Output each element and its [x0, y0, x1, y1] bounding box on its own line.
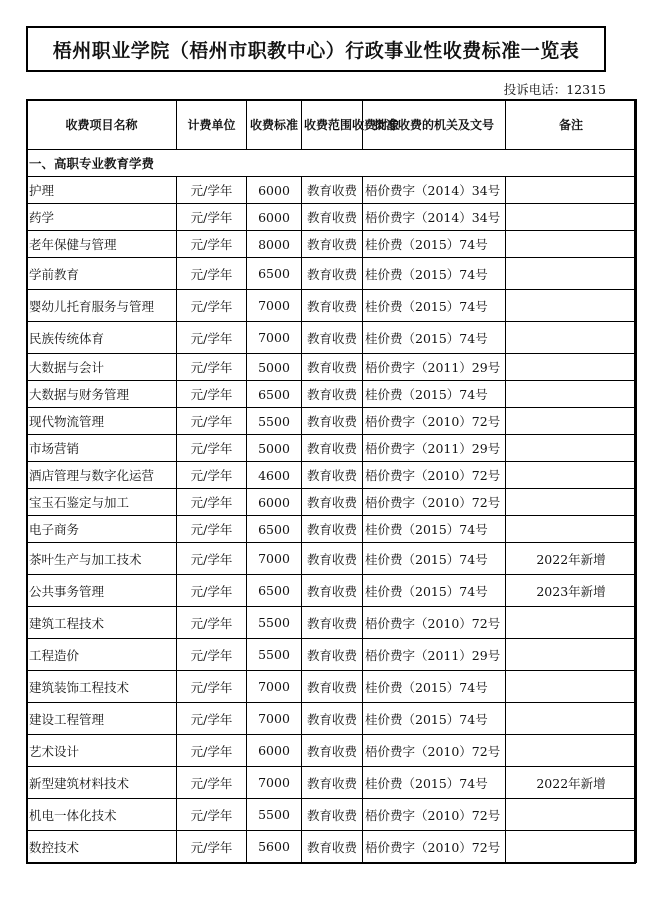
item-scope: 教育收费	[302, 639, 363, 671]
item-unit: 元/学年	[177, 354, 247, 381]
item-note	[506, 381, 637, 408]
item-name: 市场营销	[27, 435, 177, 462]
item-note	[506, 322, 637, 354]
item-unit: 元/学年	[177, 381, 247, 408]
item-scope: 教育收费	[302, 258, 363, 290]
item-doc: 桂价费（2015）74号	[363, 290, 506, 322]
item-note	[506, 258, 637, 290]
item-doc: 梧价费字（2010）72号	[363, 735, 506, 767]
section-label: 一、高职专业教育学费	[27, 150, 637, 177]
item-unit: 元/学年	[177, 408, 247, 435]
item-fee: 5500	[247, 607, 302, 639]
table-row	[27, 703, 637, 735]
item-unit: 元/学年	[177, 543, 247, 575]
item-name: 大数据与财务管理	[27, 381, 177, 408]
table-row	[27, 258, 637, 290]
item-note	[506, 462, 637, 489]
item-scope: 教育收费	[302, 607, 363, 639]
item-fee: 5000	[247, 354, 302, 381]
table-border-left	[26, 99, 28, 864]
item-scope: 教育收费	[302, 462, 363, 489]
item-fee: 7000	[247, 322, 302, 354]
item-fee: 6000	[247, 177, 302, 204]
item-unit: 元/学年	[177, 258, 247, 290]
table-row	[27, 177, 637, 204]
item-fee: 7000	[247, 767, 302, 799]
table-row	[27, 767, 637, 799]
header-item: 收费项目名称	[27, 100, 177, 150]
item-doc: 梧价费字（2014）34号	[363, 204, 506, 231]
item-unit: 元/学年	[177, 516, 247, 543]
table-row	[27, 735, 637, 767]
item-name: 茶叶生产与加工技术	[27, 543, 177, 575]
item-scope: 教育收费	[302, 489, 363, 516]
item-unit: 元/学年	[177, 462, 247, 489]
item-doc: 梧价费字（2014）34号	[363, 177, 506, 204]
item-scope: 教育收费	[302, 204, 363, 231]
item-scope: 教育收费	[302, 671, 363, 703]
header-doc: 批准收费的机关及文号	[363, 100, 506, 150]
item-note: 2023年新增	[506, 575, 637, 607]
item-name: 新型建筑材料技术	[27, 767, 177, 799]
item-name: 数控技术	[27, 831, 177, 863]
item-doc: 桂价费（2015）74号	[363, 575, 506, 607]
item-fee: 5500	[247, 639, 302, 671]
header-unit: 计费单位	[177, 100, 247, 150]
table-row	[27, 408, 637, 435]
table-row	[27, 354, 637, 381]
item-scope: 教育收费	[302, 435, 363, 462]
table-border-right	[634, 99, 636, 864]
table-row	[27, 462, 637, 489]
item-scope: 教育收费	[302, 516, 363, 543]
item-doc: 桂价费（2015）74号	[363, 767, 506, 799]
table-row	[27, 489, 637, 516]
item-note	[506, 799, 637, 831]
item-fee: 6500	[247, 575, 302, 607]
item-note	[506, 735, 637, 767]
item-note	[506, 516, 637, 543]
table-row	[27, 799, 637, 831]
item-name: 公共事务管理	[27, 575, 177, 607]
item-name: 药学	[27, 204, 177, 231]
item-unit: 元/学年	[177, 831, 247, 863]
item-fee: 7000	[247, 290, 302, 322]
table-border-bottom	[26, 862, 636, 864]
item-doc: 梧价费字（2010）72号	[363, 799, 506, 831]
table-row	[27, 381, 637, 408]
item-doc: 梧价费字（2010）72号	[363, 607, 506, 639]
item-fee: 5500	[247, 799, 302, 831]
item-unit: 元/学年	[177, 290, 247, 322]
item-note	[506, 231, 637, 258]
item-name: 现代物流管理	[27, 408, 177, 435]
item-name: 机电一体化技术	[27, 799, 177, 831]
item-unit: 元/学年	[177, 322, 247, 354]
item-scope: 教育收费	[302, 799, 363, 831]
table-row	[27, 322, 637, 354]
item-doc: 梧价费字（2011）29号	[363, 435, 506, 462]
item-fee: 6500	[247, 258, 302, 290]
item-fee: 5000	[247, 435, 302, 462]
header-scope: 收费范围收费对象	[302, 100, 363, 150]
item-name: 电子商务	[27, 516, 177, 543]
table-row	[27, 607, 637, 639]
item-scope: 教育收费	[302, 177, 363, 204]
item-name: 建筑装饰工程技术	[27, 671, 177, 703]
item-fee: 6000	[247, 735, 302, 767]
item-unit: 元/学年	[177, 435, 247, 462]
item-doc: 桂价费（2015）74号	[363, 322, 506, 354]
table-header-row	[27, 100, 637, 150]
item-name: 民族传统体育	[27, 322, 177, 354]
item-scope: 教育收费	[302, 767, 363, 799]
item-unit: 元/学年	[177, 735, 247, 767]
item-unit: 元/学年	[177, 177, 247, 204]
table-row	[27, 204, 637, 231]
table-row	[27, 231, 637, 258]
item-note: 2022年新增	[506, 767, 637, 799]
item-unit: 元/学年	[177, 204, 247, 231]
item-fee: 4600	[247, 462, 302, 489]
item-unit: 元/学年	[177, 799, 247, 831]
item-scope: 教育收费	[302, 735, 363, 767]
table-row	[27, 543, 637, 575]
table-row	[27, 831, 637, 863]
item-doc: 梧价费字（2011）29号	[363, 354, 506, 381]
fee-table	[26, 99, 637, 863]
item-doc: 梧价费字（2010）72号	[363, 831, 506, 863]
item-fee: 7000	[247, 703, 302, 735]
item-note	[506, 607, 637, 639]
item-fee: 8000	[247, 231, 302, 258]
item-name: 学前教育	[27, 258, 177, 290]
item-note	[506, 703, 637, 735]
item-fee: 6500	[247, 381, 302, 408]
item-unit: 元/学年	[177, 671, 247, 703]
item-scope: 教育收费	[302, 381, 363, 408]
item-doc: 桂价费（2015）74号	[363, 516, 506, 543]
item-doc: 桂价费（2015）74号	[363, 543, 506, 575]
item-unit: 元/学年	[177, 607, 247, 639]
item-unit: 元/学年	[177, 767, 247, 799]
item-doc: 桂价费（2015）74号	[363, 231, 506, 258]
item-fee: 7000	[247, 671, 302, 703]
item-unit: 元/学年	[177, 489, 247, 516]
item-fee: 7000	[247, 543, 302, 575]
item-unit: 元/学年	[177, 639, 247, 671]
item-name: 护理	[27, 177, 177, 204]
item-note	[506, 435, 637, 462]
item-note	[506, 204, 637, 231]
table-row	[27, 290, 637, 322]
item-scope: 教育收费	[302, 290, 363, 322]
item-name: 酒店管理与数字化运营	[27, 462, 177, 489]
item-name: 大数据与会计	[27, 354, 177, 381]
table-border-top	[26, 99, 636, 101]
item-name: 建筑工程技术	[27, 607, 177, 639]
table-row	[27, 575, 637, 607]
item-note	[506, 489, 637, 516]
item-fee: 6000	[247, 489, 302, 516]
document-title: 梧州职业学院（梧州市职教中心）行政事业性收费标准一览表	[26, 26, 606, 72]
item-scope: 教育收费	[302, 703, 363, 735]
item-scope: 教育收费	[302, 231, 363, 258]
item-name: 工程造价	[27, 639, 177, 671]
item-note	[506, 290, 637, 322]
item-name: 老年保健与管理	[27, 231, 177, 258]
item-scope: 教育收费	[302, 354, 363, 381]
item-fee: 6500	[247, 516, 302, 543]
item-unit: 元/学年	[177, 575, 247, 607]
item-scope: 教育收费	[302, 408, 363, 435]
item-name: 婴幼儿托育服务与管理	[27, 290, 177, 322]
table-row	[27, 639, 637, 671]
item-unit: 元/学年	[177, 703, 247, 735]
complaint-phone: 投诉电话：12315	[503, 82, 606, 97]
header-note: 备注	[506, 100, 637, 150]
item-doc: 梧价费字（2010）72号	[363, 408, 506, 435]
item-doc: 梧价费字（2011）29号	[363, 639, 506, 671]
table-row	[27, 435, 637, 462]
item-doc: 桂价费（2015）74号	[363, 671, 506, 703]
item-scope: 教育收费	[302, 322, 363, 354]
item-note	[506, 177, 637, 204]
item-fee: 5500	[247, 408, 302, 435]
item-name: 建设工程管理	[27, 703, 177, 735]
item-note	[506, 831, 637, 863]
item-doc: 桂价费（2015）74号	[363, 258, 506, 290]
item-fee: 6000	[247, 204, 302, 231]
item-note	[506, 408, 637, 435]
item-note: 2022年新增	[506, 543, 637, 575]
item-name: 宝玉石鉴定与加工	[27, 489, 177, 516]
item-doc: 桂价费（2015）74号	[363, 703, 506, 735]
item-note	[506, 639, 637, 671]
item-note	[506, 354, 637, 381]
item-doc: 梧价费字（2010）72号	[363, 489, 506, 516]
header-standard: 收费标准	[247, 100, 302, 150]
item-doc: 梧价费字（2010）72号	[363, 462, 506, 489]
table-row	[27, 516, 637, 543]
item-scope: 教育收费	[302, 831, 363, 863]
item-fee: 5600	[247, 831, 302, 863]
item-unit: 元/学年	[177, 231, 247, 258]
item-scope: 教育收费	[302, 543, 363, 575]
item-note	[506, 671, 637, 703]
item-doc: 桂价费（2015）74号	[363, 381, 506, 408]
table-row	[27, 671, 637, 703]
item-scope: 教育收费	[302, 575, 363, 607]
item-name: 艺术设计	[27, 735, 177, 767]
section-row	[27, 150, 637, 177]
